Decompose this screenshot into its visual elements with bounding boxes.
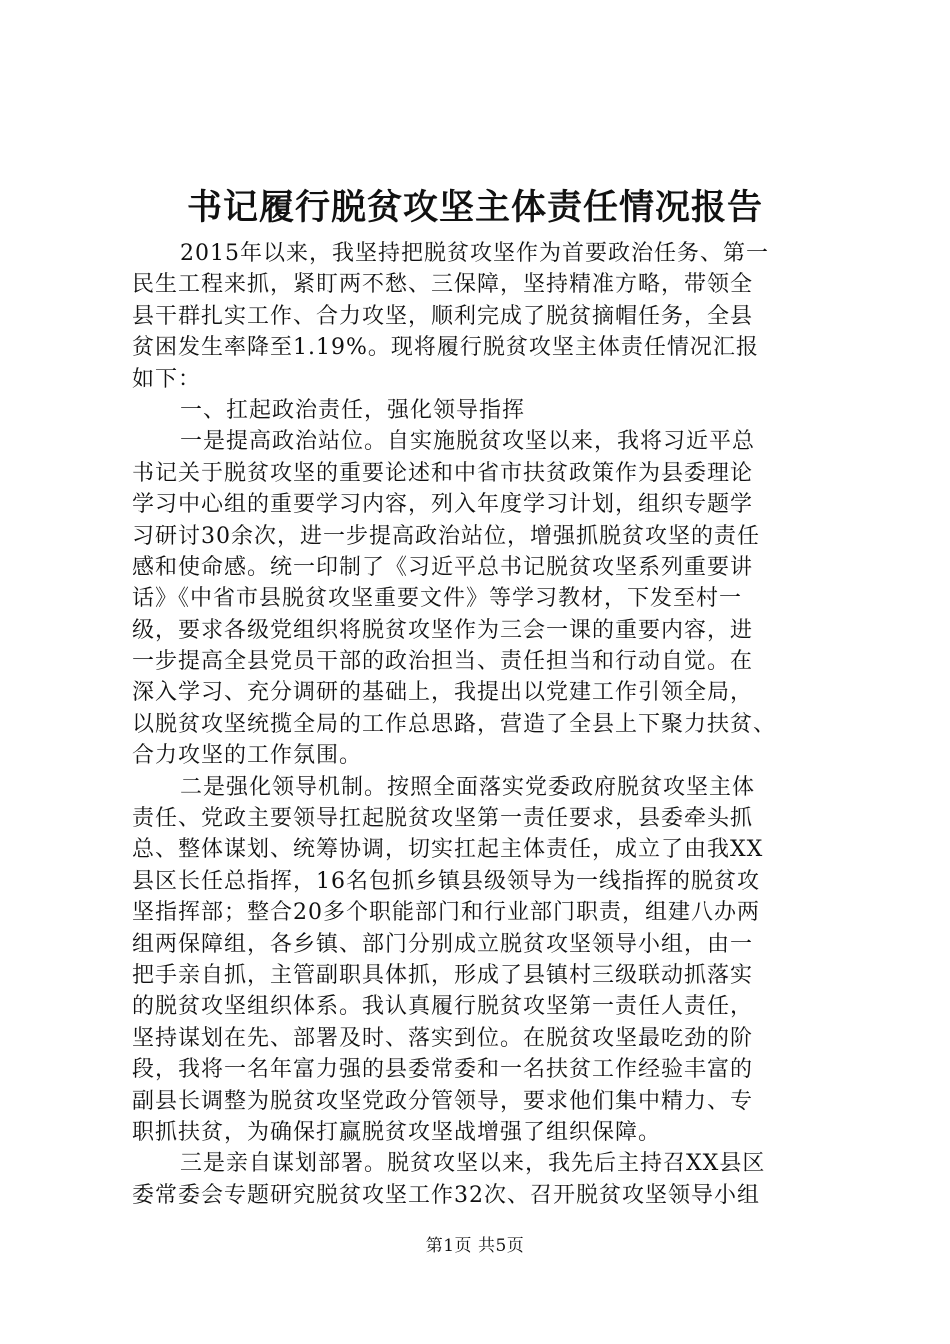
text-line: 责任、党政主要领导扛起脱贫攻坚第一责任要求，县委牵头抓 <box>132 806 754 832</box>
page-number: 第1页 共5页 <box>425 1236 525 1256</box>
text-line: 二是强化领导机制。按照全面落实党委政府脱贫攻坚主体 <box>180 774 756 800</box>
text-line: 县区长任总指挥，16名包抓乡镇县级领导为一线指挥的脱贫攻 <box>132 868 760 894</box>
document-body <box>132 238 832 1211</box>
text-line: 2015年以来，我坚持把脱贫攻坚作为首要政治任务、第一 <box>180 241 769 266</box>
text-line: 坚指挥部；整合20多个职能部门和行业部门职责，组建八办两 <box>132 900 760 926</box>
text-line: 委常委会专题研究脱贫攻坚工作32次、召开脱贫攻坚领导小组 <box>132 1182 760 1208</box>
text-line: 职抓扶贫，为确保打赢脱贫攻坚战增强了组织保障。 <box>132 1119 662 1145</box>
text-line: 一步提高全县党员干部的政治担当、责任担当和行动自觉。在 <box>132 649 754 675</box>
text-line: 民生工程来抓，紧盯两不愁、三保障，坚持精准方略，带领全 <box>132 272 754 298</box>
text-line: 副县长调整为脱贫攻坚党政分管领导，要求他们集中精力、专 <box>132 1088 754 1114</box>
text-line: 三是亲自谋划部署。脱贫攻坚以来，我先后主持召XX县区 <box>180 1151 766 1177</box>
text-line: 县干群扎实工作、合力攻坚，顺利完成了脱贫摘帽任务，全县 <box>132 303 754 329</box>
text-line: 总、整体谋划、统筹协调，切实扛起主体责任，成立了由我XX <box>132 837 764 863</box>
text-line: 合力攻坚的工作氛围。 <box>132 743 363 769</box>
text-line: 书记关于脱贫攻坚的重要论述和中省市扶贫政策作为县委理论 <box>132 460 754 486</box>
text-line: 的脱贫攻坚组织体系。我认真履行脱贫攻坚第一责任人责任， <box>132 994 754 1020</box>
text-line: 把手亲自抓，主管副职具体抓，形成了县镇村三级联动抓落实 <box>132 962 754 988</box>
text-line: 习研讨30余次，进一步提高政治站位，增强抓脱贫攻坚的责任 <box>132 523 760 549</box>
text-line: 学习中心组的重要学习内容，列入年度学习计划，组织专题学 <box>132 492 754 518</box>
text-line: 深入学习、充分调研的基础上，我提出以党建工作引领全局， <box>132 680 754 706</box>
text-line: 感和使命感。统一印制了《习近平总书记脱贫攻坚系列重要讲 <box>132 554 754 580</box>
text-line: 如下： <box>132 366 202 392</box>
document-title: 书记履行脱贫攻坚主体责任情况报告 <box>186 187 763 228</box>
text-line: 段，我将一名年富力强的县委常委和一名扶贫工作经验丰富的 <box>132 1057 754 1083</box>
text-line: 坚持谋划在先、部署及时、落实到位。在脱贫攻坚最吃劲的阶 <box>132 1025 754 1051</box>
text-line: 贫困发生率降至1.19%。现将履行脱贫攻坚主体责任情况汇报 <box>132 335 759 361</box>
text-line: 级，要求各级党组织将脱贫攻坚作为三会一课的重要内容，进 <box>132 617 754 643</box>
text-line: 一是提高政治站位。自实施脱贫攻坚以来，我将习近平总 <box>180 429 756 455</box>
text-line: 组两保障组，各乡镇、部门分别成立脱贫攻坚领导小组，由一 <box>132 931 754 957</box>
text-line: 以脱贫攻坚统揽全局的工作总思路，营造了全县上下聚力扶贫、 <box>132 711 777 737</box>
text-line: 话》《中省市县脱贫攻坚重要文件》等学习教材，下发至村一 <box>132 586 743 612</box>
section-heading: 一、扛起政治责任，强化领导指挥 <box>180 397 526 423</box>
